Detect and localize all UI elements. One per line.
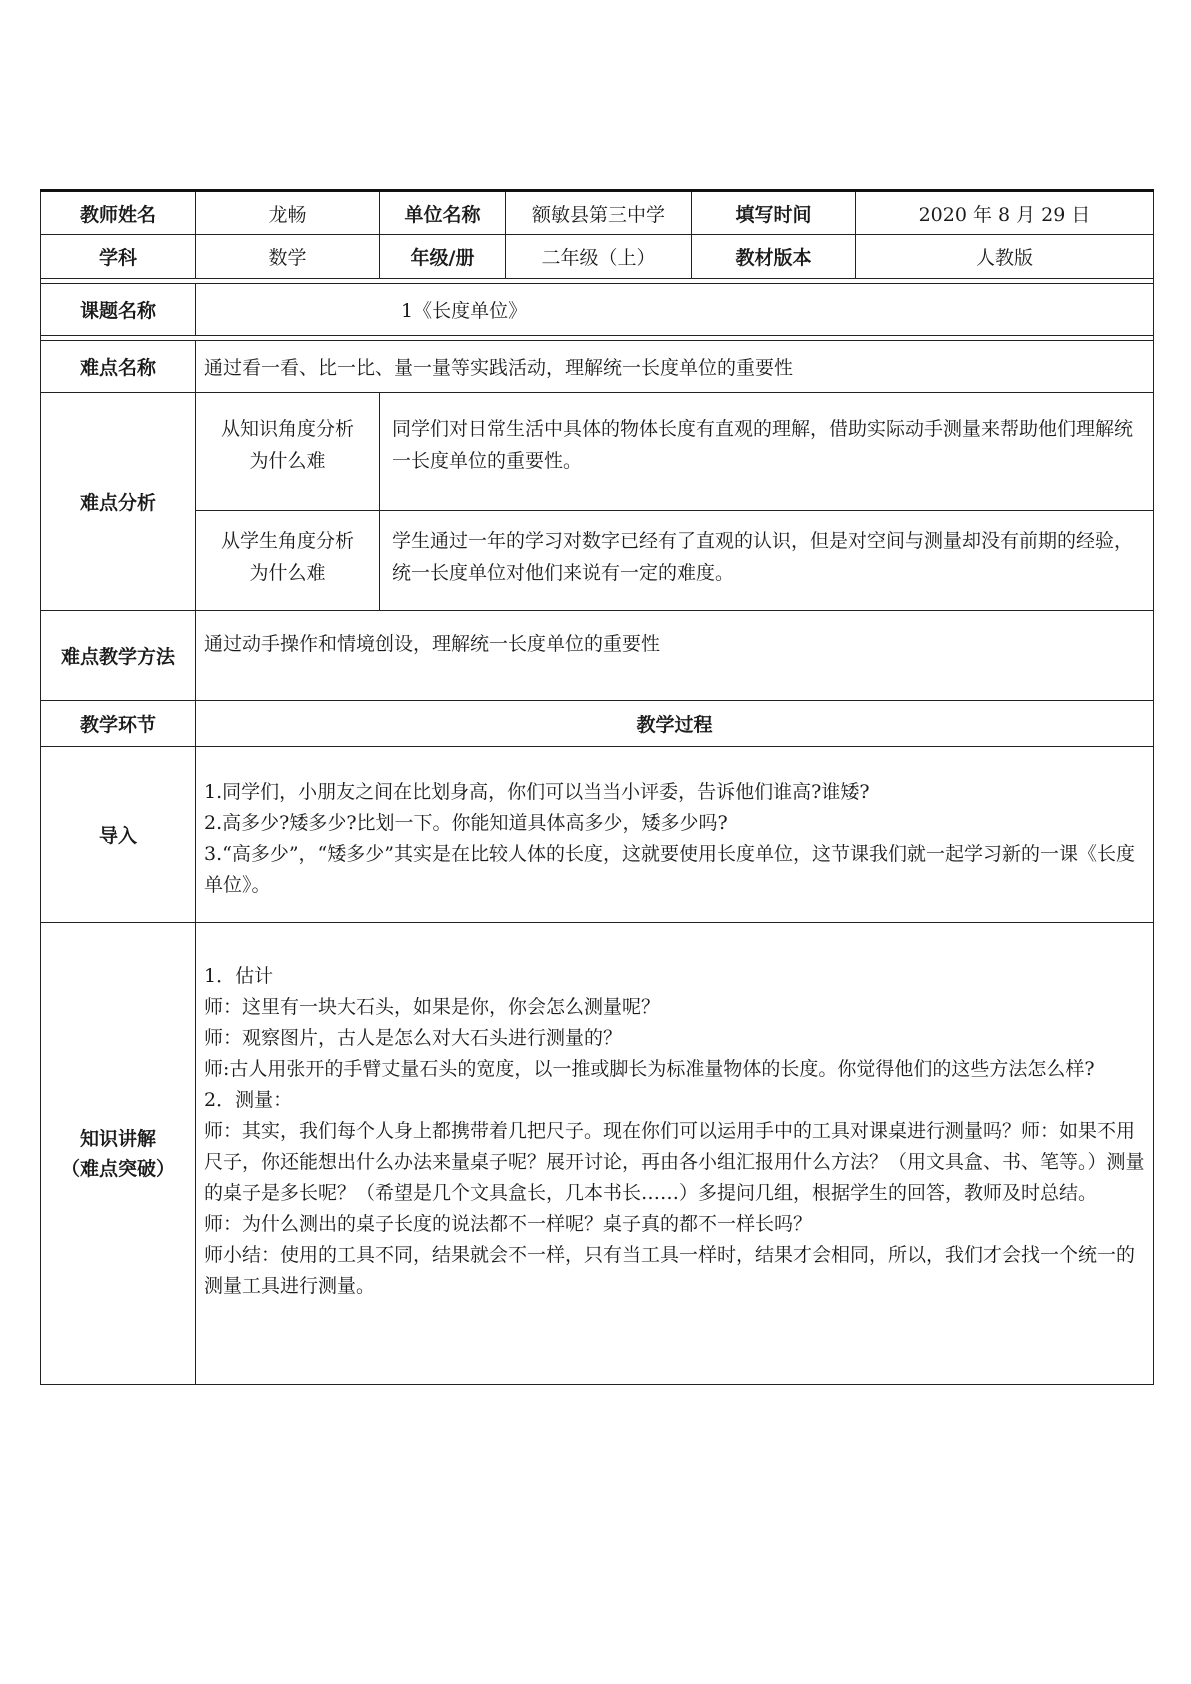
knowledge-line-6: 师：其实，我们每个人身上都携带着几把尺子。现在你们可以运用手中的工具对课桌进行测量吗？师：如果不用尺子，你还能想出什么办法来量桌子呢？展开讨论，再由各小组汇报用什么方法？（用文具盒、书、笔等。）测量的桌子是多长呢？（希望是几个文具盒长，几本书长……）多提问几组，根据学生的回答，教师及时总结。: [204, 1120, 1145, 1204]
analysis-label: 难点分析: [41, 393, 196, 611]
student-angle-label: [196, 511, 380, 611]
knowledge-line-4: 师:古人用张开的手臂丈量石头的宽度，以一推或脚长为标准量物体的长度。你觉得他们的这些方法怎么样?: [204, 1058, 1095, 1080]
fill-date-label: 填写时间: [692, 191, 856, 235]
knowledge-label-line1: 知识讲解: [79, 1127, 156, 1150]
knowledge-line-1: 1．估计: [204, 965, 274, 987]
intro-content: [196, 747, 1154, 923]
knowledge-angle-label-line2: 为什么难: [249, 450, 326, 472]
topic-value: 1《长度单位》: [196, 284, 1154, 336]
subject-value: 数学: [196, 235, 380, 279]
student-angle-label-line2: 为什么难: [249, 562, 326, 584]
method-label: 难点教学方法: [41, 611, 196, 701]
intro-line-2: 2.高多少?矮多少?比划一下。你能知道具体高多少，矮多少吗?: [204, 812, 728, 834]
unit-name-value: 额敏县第三中学: [506, 191, 692, 235]
intro-line-3: 3.“高多少”，“矮多少”其实是在比较人体的长度，这就要使用长度单位，这节课我们就一起学习新的一课《长度单位》。: [204, 843, 1135, 896]
grade-label: 年级/册: [380, 235, 506, 279]
lesson-plan-table: [40, 189, 1153, 1385]
edition-value: 人教版: [856, 235, 1154, 279]
difficulty-value: 通过看一看、比一比、量一量等实践活动，理解统一长度单位的重要性: [196, 341, 1154, 393]
student-angle-label-line1: 从学生角度分析: [220, 530, 354, 552]
topic-label: 课题名称: [41, 284, 196, 336]
knowledge-label-line2: （难点突破）: [60, 1157, 175, 1180]
fill-date-value: 2020 年 8 月 29 日: [856, 191, 1154, 235]
teacher-name-label: 教师姓名: [41, 191, 196, 235]
knowledge-label: [41, 923, 196, 1385]
unit-name-label: 单位名称: [380, 191, 506, 235]
knowledge-line-8: 师小结：使用的工具不同，结果就会不一样，只有当工具一样时，结果才会相同，所以，我们才会找一个统一的测量工具进行测量。: [204, 1244, 1136, 1297]
knowledge-content: [196, 923, 1154, 1385]
knowledge-line-3: 师：观察图片，古人是怎么对大石头进行测量的？: [204, 1027, 623, 1049]
knowledge-line-2: 师：这里有一块大石头，如果是你，你会怎么测量呢？: [204, 996, 661, 1018]
knowledge-angle-text: 同学们对日常生活中具体的物体长度有直观的理解，借助实际动手测量来帮助他们理解统一长度单位的重要性。: [380, 393, 1154, 511]
knowledge-line-7: 师：为什么测出的桌子长度的说法都不一样呢？桌子真的都不一样长吗？: [204, 1213, 813, 1235]
difficulty-label: 难点名称: [41, 341, 196, 393]
grade-value: 二年级（上）: [506, 235, 692, 279]
student-angle-text: 学生通过一年的学习对数字已经有了直观的认识，但是对空间与测量却没有前期的经验，统一长度单位对他们来说有一定的难度。: [380, 511, 1154, 611]
knowledge-line-5: 2．测量：: [204, 1089, 293, 1111]
subject-label: 学科: [41, 235, 196, 279]
intro-line-1: 1.同学们，小朋友之间在比划身高，你们可以当当小评委，告诉他们谁高?谁矮?: [204, 781, 870, 803]
stage-header: 教学环节: [41, 701, 196, 747]
knowledge-angle-label: [196, 393, 380, 511]
intro-label: 导入: [41, 747, 196, 923]
process-header: 教学过程: [196, 701, 1154, 747]
edition-label: 教材版本: [692, 235, 856, 279]
method-value: 通过动手操作和情境创设，理解统一长度单位的重要性: [196, 611, 1154, 701]
knowledge-angle-label-line1: 从知识角度分析: [220, 418, 354, 440]
teacher-name-value: 龙畅: [196, 191, 380, 235]
